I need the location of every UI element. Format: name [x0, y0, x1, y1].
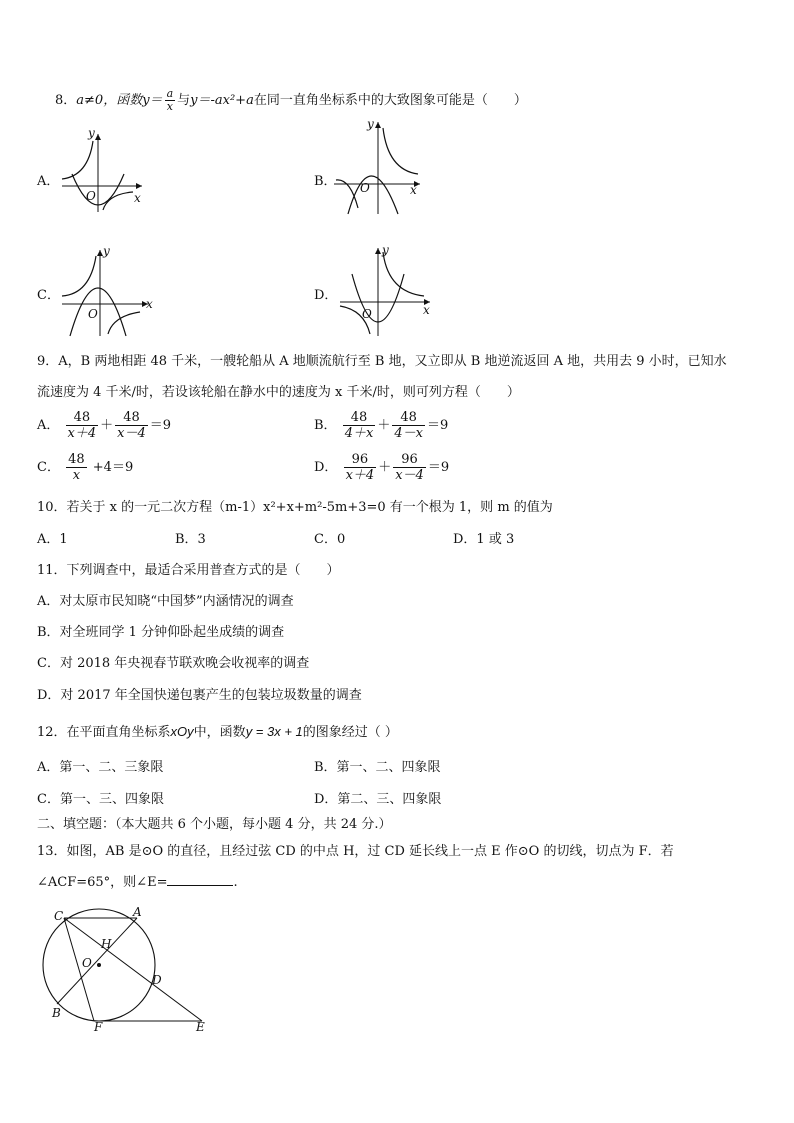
point-o-label: O	[82, 956, 92, 970]
q8-option-a-label[interactable]: A．	[37, 174, 60, 189]
q11-option-a[interactable]: A．对太原市民知晓“中国梦”内涵情况的调查	[37, 594, 294, 609]
origin-label: O	[360, 181, 370, 195]
q11-option-c[interactable]: C．对 2018 年央视春节联欢晚会收视率的调查	[37, 656, 310, 671]
q13-stem-line2: ∠ACF=65°，则∠E= .	[37, 875, 238, 890]
q8-option-b-label[interactable]: B．	[314, 174, 337, 189]
q8-option-d-label[interactable]: D．	[314, 288, 338, 303]
x-axis-label: x	[410, 183, 417, 197]
q9-stem-line1: 9．A，B 两地相距 48 千米，一艘轮船从 A 地顺流航行至 B 地，又立即从 B 地逆流返回 A 地，共用去 9 小时，已知水	[37, 354, 727, 369]
q8-graph-d	[336, 244, 436, 340]
point-h-label: H	[101, 937, 112, 951]
q11-stem: 11．下列调查中，最适合采用普查方式的是（ ）	[37, 563, 340, 578]
q8-fraction: $\frac{a}{x}$	[166, 87, 174, 113]
q8-graph-c	[58, 244, 158, 340]
q9-option-a[interactable]: A． $\frac{48}{x+4}$ ＋ $\frac{48}{x-4}$ ＝9	[37, 410, 172, 441]
q9-option-c[interactable]: C． $\frac{48}{x}$ +4＝9	[37, 452, 134, 483]
q11-option-d[interactable]: D．对 2017 年全国快递包裹产生的包装垃圾数量的调查	[37, 688, 362, 703]
q9-option-b[interactable]: B． $\frac{48}{4+x}$ ＋ $\frac{48}{4-x}$ ＝9	[314, 410, 449, 441]
origin-label: O	[362, 307, 372, 321]
q8-graph-b	[330, 118, 425, 218]
q12-option-d[interactable]: D．第二、三、四象限	[314, 792, 442, 807]
q11-option-b[interactable]: B．对全班同学 1 分钟仰卧起坐成绩的调查	[37, 625, 285, 640]
q13-circle-figure	[34, 904, 214, 1034]
q10-stem: 10．若关于 x 的一元二次方程（m-1）x²+x+m²-5m+3=0 有一个根为 1，则 m 的值为	[37, 500, 553, 515]
point-b-label: B	[52, 1006, 61, 1020]
q12-stem: 12．在平面直角坐标系xOy中，函数y = 3x + 1的图象经过（ ）	[37, 724, 398, 740]
point-d-label: D	[152, 973, 162, 987]
origin-label: O	[88, 307, 98, 321]
answer-blank[interactable]	[167, 873, 233, 886]
q8-graph-a	[58, 126, 148, 216]
q9-stem-line2: 流速度为 4 千米/时，若设该轮船在静水中的速度为 x 千米/时，则可列方程（ ）	[37, 385, 520, 400]
y-axis-label: y	[382, 244, 389, 257]
origin-label: O	[86, 189, 96, 203]
q10-option-d[interactable]: D．1 或 3	[453, 532, 515, 547]
x-axis-label: x	[146, 297, 153, 311]
point-a-label: A	[133, 905, 142, 919]
q8-stem: 8．a≠0，函数y＝ $\frac{a}{x}$ 与y＝-ax²+a在同一直角坐标系中的大致图象可能是（ ）	[55, 87, 527, 113]
q12-option-b[interactable]: B．第一、二、四象限	[314, 760, 441, 775]
q10-option-c[interactable]: C．0	[314, 532, 346, 547]
q9-option-d[interactable]: D． $\frac{96}{x+4}$ ＋ $\frac{96}{x-4}$ ＝9	[314, 452, 450, 483]
q13-stem-line1: 13．如图，AB 是⊙O 的直径，且经过弦 CD 的中点 H，过 CD 延长线上一点 E 作⊙O 的切线，切点为 F．若	[37, 844, 674, 859]
q10-option-b[interactable]: B．3	[175, 532, 206, 547]
section-heading: 二、填空题：（本大题共 6 个小题，每小题 4 分，共 24 分.）	[37, 817, 392, 832]
y-axis-label: y	[88, 126, 95, 140]
point-c-label: C	[54, 909, 64, 923]
y-axis-label: y	[103, 244, 110, 258]
q8-option-c-label[interactable]: C．	[37, 288, 60, 303]
y-axis-label: y	[367, 118, 374, 131]
point-f-label: F	[94, 1020, 103, 1034]
x-axis-label: x	[423, 303, 430, 317]
q12-option-c[interactable]: C．第一、三、四象限	[37, 792, 164, 807]
x-axis-label: x	[134, 191, 141, 205]
point-e-label: E	[196, 1020, 205, 1034]
q10-option-a[interactable]: A．1	[37, 532, 68, 547]
q12-option-a[interactable]: A．第一、二、三象限	[37, 760, 164, 775]
